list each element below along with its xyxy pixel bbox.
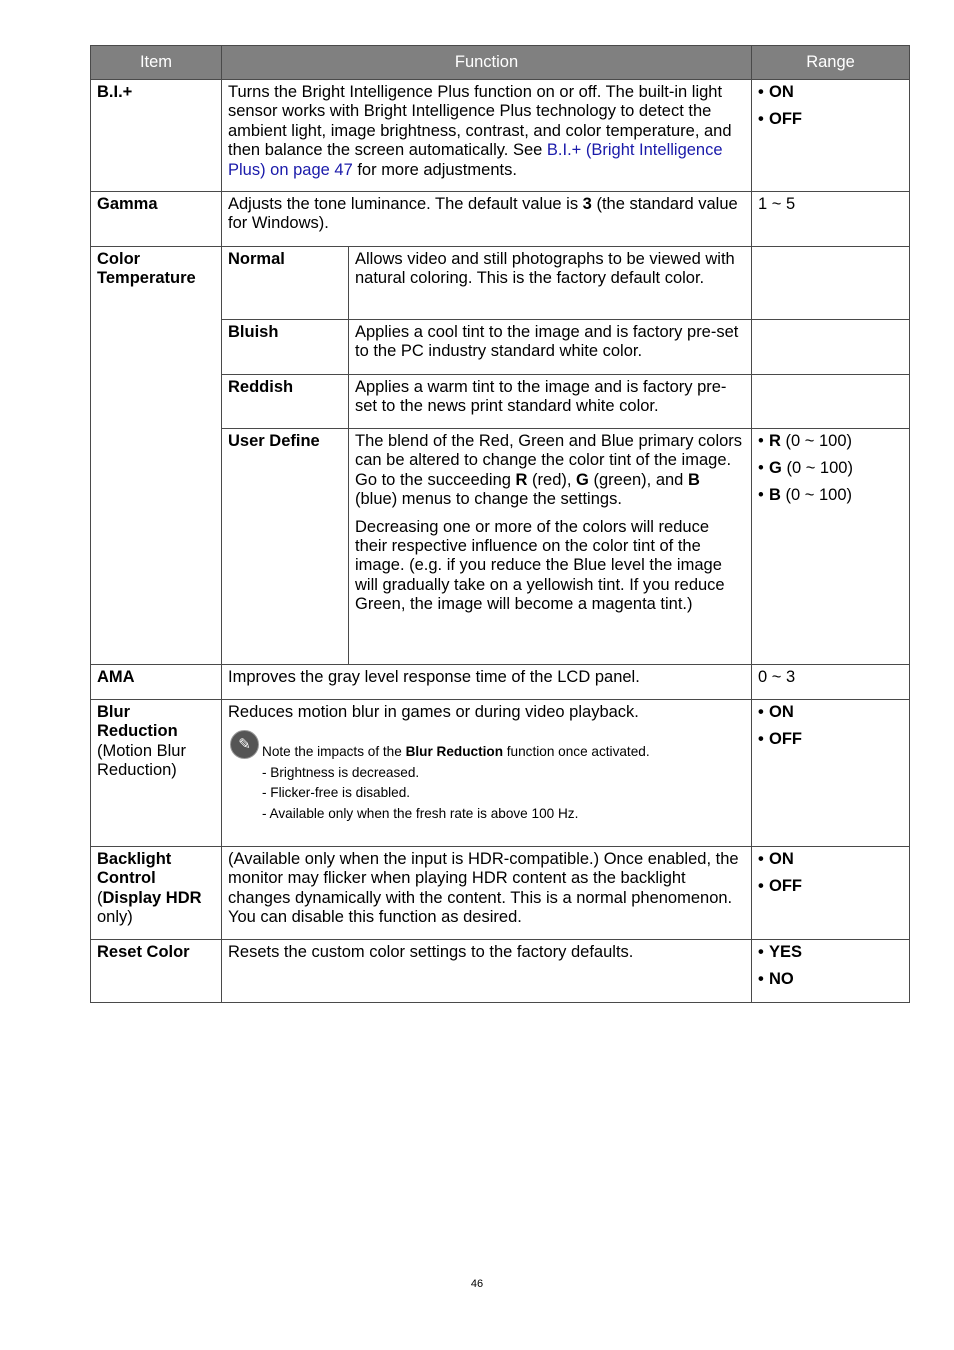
table-row-ama xyxy=(91,665,910,700)
note-block: ✎ Note the impacts of the Blur Reduction function once activated. - Brightness is decreased. - Flicker-free is disabled. - Available only when the fresh rate is above 100 Hz. xyxy=(228,730,745,824)
function-normal: Allows video and still photographs to be viewed with natural coloring. This is the factory default color. xyxy=(349,247,752,320)
range-backlight-control xyxy=(752,847,910,940)
range-option: • B (0 ~ 100) xyxy=(758,486,853,504)
range-bi xyxy=(752,80,910,192)
table-row-color-normal xyxy=(91,247,910,320)
function-gamma: Adjusts the tone luminance. The default value is 3 (the standard value for Windows). xyxy=(222,192,752,247)
range-option: • ON xyxy=(758,703,794,721)
function-bluish: Applies a cool tint to the image and is factory pre-set to the PC industry standard white color. xyxy=(349,320,752,375)
range-option: • ON xyxy=(758,850,794,868)
range-option: • OFF xyxy=(758,730,803,748)
range-option: • R (0 ~ 100) xyxy=(758,432,853,450)
user-define-paragraph-1: The blend of the Red, Green and Blue primary colors can be altered to change the color tint of the image. Go to the succeeding R (red), G (green), and B (blue) menus to change the settings. xyxy=(355,432,743,509)
range-blur-reduction xyxy=(752,700,910,847)
item-bi: B.I.+ xyxy=(91,80,222,192)
table-row-gamma xyxy=(91,192,910,247)
range-option: • ON xyxy=(758,83,794,101)
header-function: Function xyxy=(222,46,752,80)
item-reset-color: Reset Color xyxy=(91,940,222,1003)
subitem-user-define: User Define xyxy=(222,429,349,665)
function-ama: Improves the gray level response time of the LCD panel. xyxy=(222,665,752,700)
header-range: Range xyxy=(752,46,910,80)
function-bi: Turns the Bright Intelligence Plus function on or off. The built-in light sensor works with Bright Intelligence Plus technology to detect the ambient light, image brightness, contrast, and color temperature, and then balance the screen automatically. See B.I.+ (Bright Intelligence Plus) on page 47 for more adjustments. xyxy=(222,80,752,192)
range-option: • OFF xyxy=(758,110,803,128)
function-user-define xyxy=(349,429,752,665)
range-ama: 0 ~ 3 xyxy=(752,665,910,700)
subitem-reddish: Reddish xyxy=(222,375,349,429)
settings-table xyxy=(90,45,910,1003)
range-option: • YES xyxy=(758,943,803,961)
link-bi-page[interactable]: B.I.+ (Bright Intelligence Plus) on page 47 xyxy=(228,141,723,179)
range-option: • NO xyxy=(758,970,794,988)
range-bluish xyxy=(752,320,910,375)
range-reddish xyxy=(752,375,910,429)
item-ama: AMA xyxy=(91,665,222,700)
table-row-blur-reduction xyxy=(91,700,910,847)
note-item: - Available only when the fresh rate is above 100 Hz. xyxy=(262,805,579,821)
page-number: 46 xyxy=(470,1278,484,1290)
range-user-define xyxy=(752,429,910,665)
table-row-bi xyxy=(91,80,910,192)
item-color-temperature: Color Temperature xyxy=(91,247,222,665)
note-item: - Brightness is decreased. xyxy=(262,764,420,780)
range-gamma: 1 ~ 5 xyxy=(752,192,910,247)
table-row-reset-color xyxy=(91,940,910,1003)
item-blur-reduction: Blur Reduction (Motion Blur Reduction) xyxy=(91,700,222,847)
function-backlight-control: (Available only when the input is HDR-compatible.) Once enabled, the monitor may flicker when playing HDR content as the backlight changes dynamically with the content. This is a normal phenomenon. You can disable this function as desired. xyxy=(222,847,752,940)
function-reset-color: Resets the custom color settings to the factory defaults. xyxy=(222,940,752,1003)
pencil-icon: ✎ xyxy=(230,730,259,759)
header-item: Item xyxy=(91,46,222,80)
table-header-row xyxy=(91,46,910,80)
range-reset-color xyxy=(752,940,910,1003)
range-normal xyxy=(752,247,910,320)
subitem-bluish: Bluish xyxy=(222,320,349,375)
user-define-paragraph-2: Decreasing one or more of the colors will reduce their respective influence on the color tint of the image. (e.g. if you reduce the Blue level the image will gradually take on a yellowish tint. If you reduce Green, the image will become a magenta tint.) xyxy=(355,517,725,614)
range-option: • OFF xyxy=(758,877,803,895)
function-blur-reduction: Reduces motion blur in games or during video playback. ✎ Note the impacts of the Blur Reduction function once activated. - Brightness is decreased. - Flicker-free is disabled. - Available only when the fresh rate is above 100 Hz. xyxy=(222,700,752,847)
note-item: - Flicker-free is disabled. xyxy=(262,785,411,801)
subitem-normal: Normal xyxy=(222,247,349,320)
function-reddish: Applies a warm tint to the image and is factory pre-set to the news print standard white color. xyxy=(349,375,752,429)
item-backlight-control: Backlight Control (Display HDR only) xyxy=(91,847,222,940)
range-option: • G (0 ~ 100) xyxy=(758,459,853,477)
item-gamma: Gamma xyxy=(91,192,222,247)
table-row-backlight-control xyxy=(91,847,910,940)
